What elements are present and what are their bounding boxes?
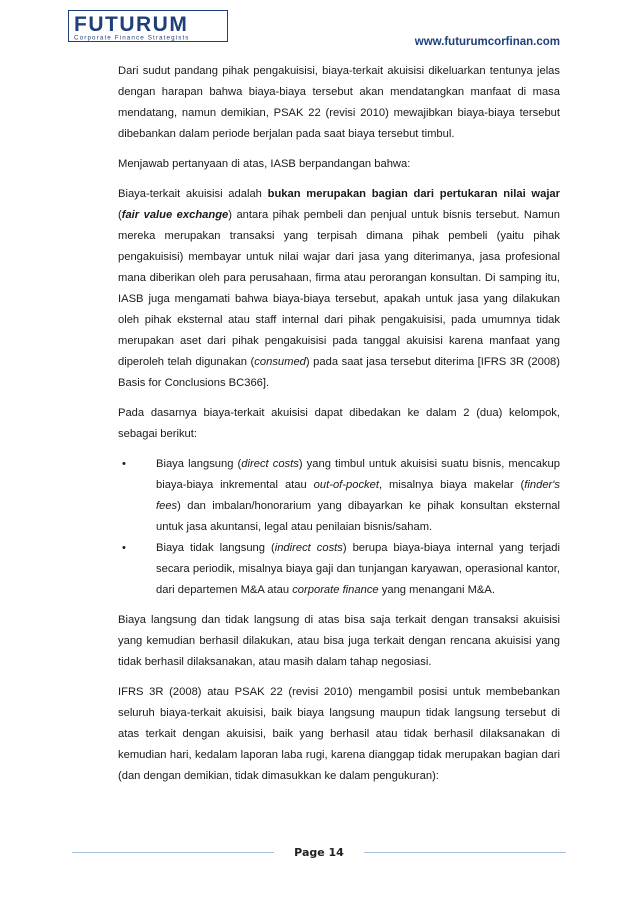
bullet-list (118, 454, 560, 601)
paragraph-3: Biaya-terkait akuisisi adalah bukan merupakan bagian dari pertukaran nilai wajar (fair value exchange) antara pihak pembeli dan penjual untuk bisnis tersebut. Namun mereka merupakan transaksi yang terpisah dimana pihak pembeli (yaitu pihak pengakuisisi) membayar untuk nilai wajar dari jasa yang diterimanya, jasa profesional mana diberikan oleh para perusahaan, firma atau perorangan konsultan. Di samping itu, IASB juga mengamati bahwa biaya-biaya tersebut, apakah untuk jasa yang dilakukan oleh pihak eksternal atau staff internal dari pihak pengakuisisi, pada umumnya tidak merupakan aset dari pihak pengakuisisi pada tanggal akuisisi karena manfaat yang diperoleh telah digunakan (consumed) pada saat jasa tersebut diterima [IFRS 3R (2008) Basis for Conclusions BC366]. (118, 188, 561, 389)
list-item: • Biaya langsung (direct costs) yang timbul untuk akuisisi suatu bisnis, mencakup biaya-biaya inkremental atau out-of-pocket, misalnya biaya makelar (finder's fees) dan imbalan/honorarium yang dibayarkan ke pihak konsultan eksternal untuk jasa akuntansi, legal atau penilaian bisnis/saham. (118, 454, 560, 538)
paragraph-2: Menjawab pertanyaan di atas, IASB berpandangan bahwa: (118, 158, 411, 170)
page-footer (72, 846, 566, 859)
logo-graphic (68, 10, 228, 42)
list-item: • Biaya tidak langsung (indirect costs) berupa biaya-biaya internal yang terjadi secara periodik, misalnya biaya gaji dan tunjangan karyawan, operasional kantor, dari departemen M&A atau corporate finance yang menangani M&A. (118, 538, 560, 601)
paragraph-4: Pada dasarnya biaya-terkait akuisisi dapat dibedakan ke dalam 2 (dua) kelompok, sebagai berikut: (118, 407, 560, 440)
footer-rule-right (364, 852, 566, 853)
paragraph-6: IFRS 3R (2008) atau PSAK 22 (revisi 2010) mengambil posisi untuk membebankan seluruh biaya-terkait akuisisi, baik biaya langsung maupun tidak langsung tersebut di atas terkait dengan akuisisi, baik yang berhasil atau tidak berhasil dilaksanakan di kemudian hari, kedalam laporan laba rugi, karena dianggap tidak merupakan bagian dari (dan dengan demikian, tidak dimasukkan ke dalam pengukuran): (118, 686, 560, 782)
emphasis-italic: consumed (254, 356, 306, 368)
paragraph-5: Biaya langsung dan tidak langsung di atas bisa saja terkait dengan transaksi akuisisi yang kemudian berhasil dilakukan, atau bisa juga terkait dengan rencana akuisisi yang tidak berhasil dilaksanakan, atau masih dalam tahap negosiasi. (118, 614, 560, 668)
emphasis-bold-italic: fair value exchange (121, 209, 229, 221)
page-number: Page 14 (294, 846, 344, 859)
footer-rule-left (72, 852, 274, 853)
bullet-icon: • (122, 542, 126, 554)
paragraph-1: Dari sudut pandang pihak pengakuisisi, biaya-terkait akuisisi dikeluarkan tentunya jelas dengan harapan bahwa biaya-biaya tersebut akan mendatangkan manfaat di masa mendatang, namun demikian, PSAK 22 (revisi 2010) mewajibkan biaya-biaya tersebut dibebankan dalam periode berjalan pada saat biaya tersebut timbul. (118, 65, 560, 140)
emphasis-bold: bukan merupakan bagian dari pertukaran nilai wajar (267, 188, 561, 200)
document-body (118, 61, 560, 796)
bullet-icon: • (122, 458, 126, 470)
logo-tagline: Corporate Finance Strategists (74, 34, 190, 42)
futurum-logo (68, 10, 228, 42)
website-url: www.futurumcorfinan.com (414, 36, 560, 48)
logo-wordmark: FUTURUM (74, 13, 189, 36)
